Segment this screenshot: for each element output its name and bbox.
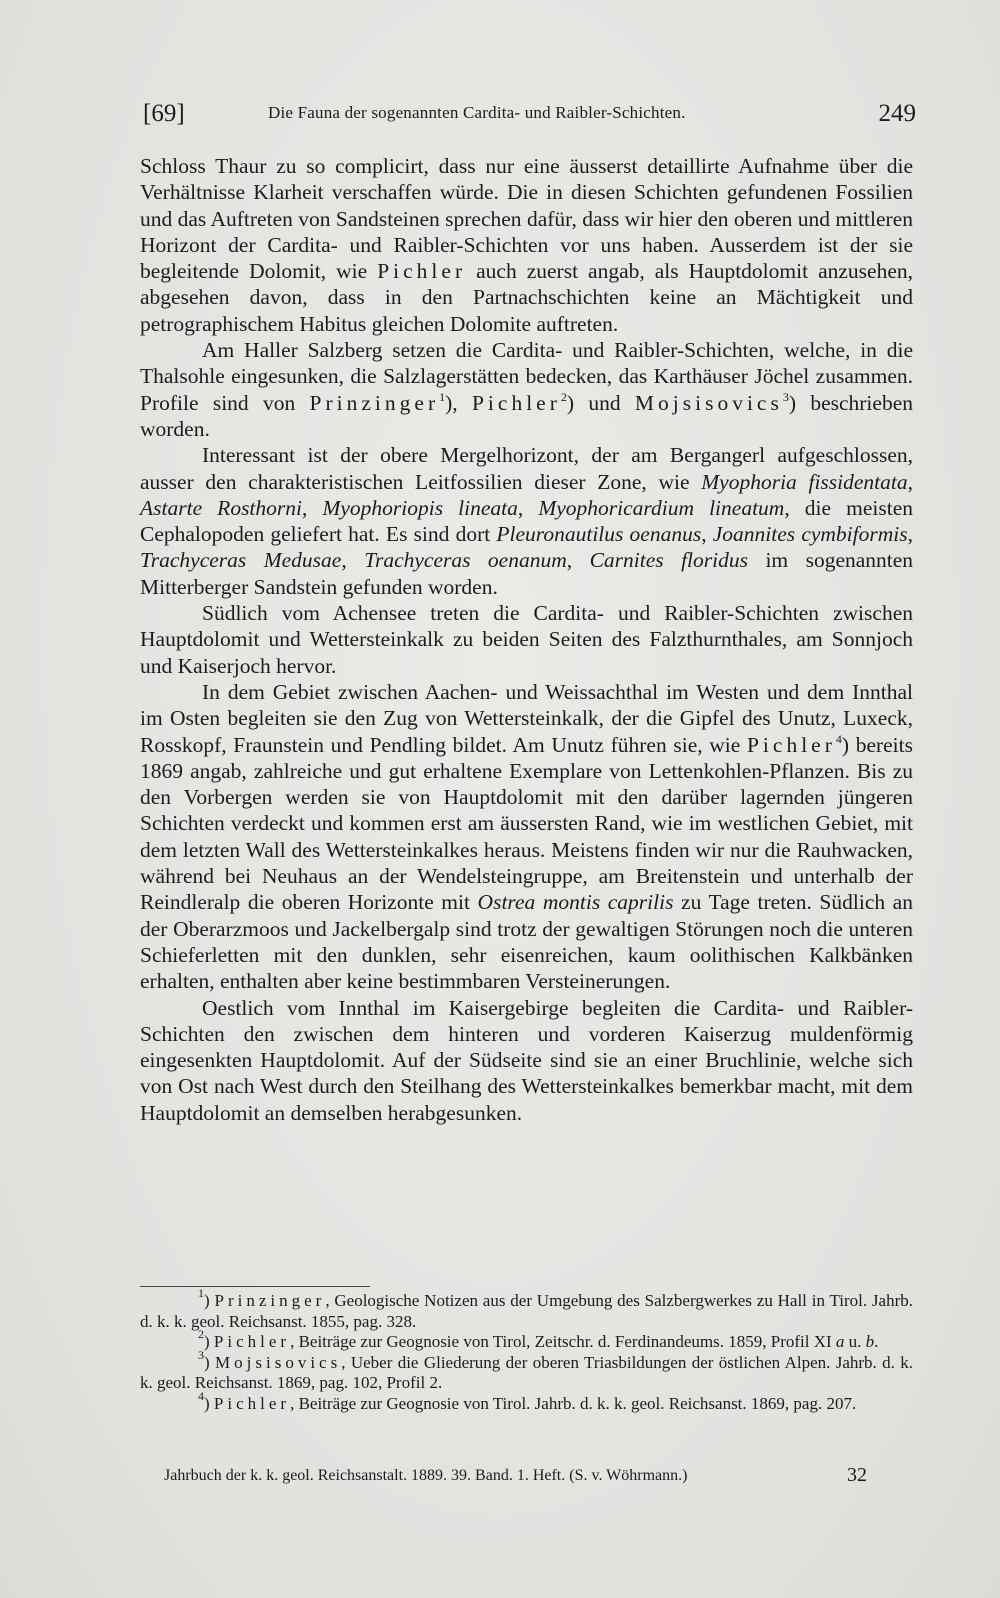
footnote-text: . (874, 1332, 879, 1351)
signature-mark: 32 (847, 1464, 867, 1486)
species-name: Astarte Rosthorni (140, 495, 302, 520)
footnote-number: 3 (198, 1347, 204, 1362)
main-text (140, 153, 913, 1126)
footnote-number: 1 (198, 1286, 204, 1300)
footnote-4: $^4$) Pichler, Beiträge zur Geognosie von Tirol. Jahrb. d. k. k. geol. Reichsanst. 1869, pag. 207. (198, 1388, 857, 1413)
footnote-text: , Ueber die Gliederung der oberen Triasbildungen der östlichen Alpen. Jahrb. d. k. k. geol. Reichsanst. 1869, pag. 102, Profil 2. (140, 1352, 913, 1392)
footnote-text: a (835, 1332, 845, 1351)
text-run: Am Haller Salzberg setzen die Cardita- und Raibler-Schichten, welche, in die Thalsohle eingesunken, die Salzlagerstätten bedecken, das Karthäuser Jöchel zusammen. Profile sind von (140, 338, 913, 415)
footnote-text: b (865, 1332, 875, 1351)
species-name: Trachyceras oenanum (364, 548, 567, 573)
text-run: auch zuerst angab, als Hauptdolomit anzusehen, abgesehen davon, dass in den Partnachschichten keine an Mächtigkeit und petrographischem Habitus gleichen Dolomite auftreten. (140, 259, 913, 336)
footnote-rule (140, 1286, 370, 1287)
author-name: Mojsisovics (634, 390, 783, 415)
paragraph-4: Südlich vom Achensee treten die Cardita- und Raibler-Schichten zwischen Hauptdolomit und Wettersteinkalk zu beiden Seiten des Falzthurnthales, am Sonnjoch und Kaiserjoch hervor. (140, 601, 913, 678)
footnote-3: $^3$) Mojsisovics, Ueber die Gliederung der oberen Triasbildungen der östlichen Alpen. Jahrb. d. k. k. geol. Reichsanst. 1869, pag. 102, Profil 2. (140, 1347, 913, 1392)
text-run: , (341, 548, 365, 573)
text-run: ) und (566, 390, 635, 415)
footnote-text: , Geologische Notizen aus der Umgebung des Salzbergwerkes zu Hall in Tirol. Jahrb. d. k. k. geol. Reichsanst. 1855, pag. 328. (140, 1291, 913, 1331)
author-name: Mojsisovics (215, 1352, 342, 1372)
footnotes (140, 1286, 913, 1414)
footnote-text: u. (844, 1332, 866, 1351)
running-header (143, 98, 916, 134)
author-name: Pichler (471, 390, 561, 415)
species-name: Carnites floridus (589, 548, 748, 573)
footnote-number: 2 (198, 1327, 204, 1341)
text-run: ) beschrieben worden. (140, 390, 913, 441)
footnote-text: , Beiträge zur Geognosie von Tirol. Jahrb. d. k. k. geol. Reichsanst. 1869, pag. 207. (290, 1393, 857, 1413)
text-run: , (302, 495, 323, 520)
text-run: , (907, 469, 914, 494)
species-name: Myophoricardium lineatum (538, 495, 785, 520)
author-name: Prinzinger (214, 1291, 326, 1310)
text-run: zu Tage treten. Südlich an der Oberarzmoos und Jackelbergalp sind trotz der gewaltigen Störungen noch die unteren Schieferletten mit den dunklen, sehr eisenreichen, kaum oolithischen Kalkbänken erhalten, enthalten aber keine bestimmbaren Versteinerungen. (140, 890, 913, 994)
text-run: Schloss Thaur zu so complicirt, dass nur eine äusserst detaillirte Aufnahme über die Verhältnisse Klarheit verschaffen würde. Die in diesen Schichten gefundenen Fossilien und das Auftreten von Sandsteinen sprechen dafür, dass wir hier den oberen und mittleren Horizont der Cardita- und Raibler-Schichten vor uns haben. Ausserdem ist der sie begleitende Dolomit, wie (140, 154, 913, 284)
footnote-ref: 2 (560, 389, 567, 404)
imprint-text: Jahrbuch der k. k. geol. Reichsanstalt. 1889. 39. Band. 1. Heft. (S. v. Wöhrmann.) (164, 1467, 688, 1484)
species-name: Trachyceras Medusae (140, 548, 342, 573)
author-name: Pichler (213, 1393, 291, 1413)
species-name: Myophoria fissidentata (701, 469, 908, 494)
page-label: [69] (143, 100, 185, 127)
text-run: ) bereits 1869 angab, zahlreiche und gut erhaltene Exemplare von Lettenkohlen-Pflanzen. Bis zu den Vorbergen werden sie von Hauptdolomit mit den darüber lagernden jüngeren Schichten verdeckt und kommen erst am äussersten Rand, wie im westlichen Gebiet, mit dem letzten Wall des Wettersteinkalkes heraus. Meistens finden wir nur die Rauhwacken, während bei Neuhaus an der Wendelsteingruppe, am Breitenstein und unterhalb der Reindleralp die oberen Horizonte mit (140, 732, 913, 915)
author-name: Pichler (213, 1332, 291, 1351)
author-name: Pichler (746, 732, 836, 757)
species-name: Pleuronautilus oenanus (496, 522, 702, 547)
author-name: Pichler (377, 259, 467, 284)
species-name: Joannites cymbiformis (712, 522, 908, 547)
text-run: ), (445, 390, 472, 415)
page-number: 249 (878, 100, 916, 127)
text-run: Interessant ist der obere Mergelhorizont, der am Bergangerl aufgeschlossen, ausser den charakteristischen Leitfossilien dieser Zone, wie (140, 443, 913, 494)
footnote-ref: 3 (782, 389, 789, 404)
text-run: , die meisten Cephalopoden geliefert hat. Es sind dort (140, 495, 913, 547)
text-run: , (907, 522, 913, 547)
text-run: , (517, 495, 539, 520)
text-run: im sogenannten Mitterberger Sandstein gefunden worden. (140, 548, 914, 599)
running-title: Die Fauna der sogenannten Cardita- und Raibler-Schichten. (268, 103, 686, 122)
text-run: , (701, 522, 713, 547)
paragraph-5 (140, 679, 913, 995)
footnote-ref: 4 (835, 731, 842, 746)
footnote-1: $^1$) Prinzinger, Geologische Notizen aus der Umgebung des Salzbergwerkes zu Hall in Tirol. Jahrb. d. k. k. geol. Reichsanst. 1855, pag. 328. (140, 1286, 913, 1331)
footnote-number: 4 (198, 1388, 204, 1403)
species-name: Ostrea montis caprilis (477, 890, 674, 915)
footnote-text: , Beiträge zur Geognosie von Tirol, Zeitschr. d. Ferdinandeums. 1859, Profil XI (290, 1332, 836, 1351)
text-run: , (566, 548, 590, 573)
paragraph-6: Oestlich vom Innthal im Kaisergebirge begleiten die Cardita- und Raibler-Schichten den zwischen dem hinteren und vorderen Kaiserzug muldenförmig eingesenkten Hauptdolomit. Auf der Südseite sind sie an einer Bruchlinie, welche sich von Ost nach West durch den Steilhang des Wettersteinkalkes bemerkbar macht, mit dem Hauptdolomit an demselben herabgesunken. (140, 995, 913, 1125)
paragraph-3 (140, 442, 913, 600)
paragraph-1 (140, 153, 913, 337)
paragraph-2 (140, 337, 913, 442)
species-name: Myophoriopis lineata (322, 495, 518, 520)
footnote-2: $^2$) Pichler, Beiträge zur Geognosie von Tirol, Zeitschr. d. Ferdinandeums. 1859, Profil XI a u. b. (198, 1327, 879, 1351)
author-name: Prinzinger (309, 390, 440, 415)
footnote-ref: 1 (439, 389, 446, 404)
text-run: In dem Gebiet zwischen Aachen- und Weissachthal im Westen und dem Innthal im Osten begleiten sie den Zug von Wettersteinkalk, der die Gipfel des Unutz, Luxeck, Rosskopf, Fraunstein und Pendling bildet. Am Unutz führen sie, wie (140, 679, 913, 757)
imprint-line (164, 1464, 867, 1486)
